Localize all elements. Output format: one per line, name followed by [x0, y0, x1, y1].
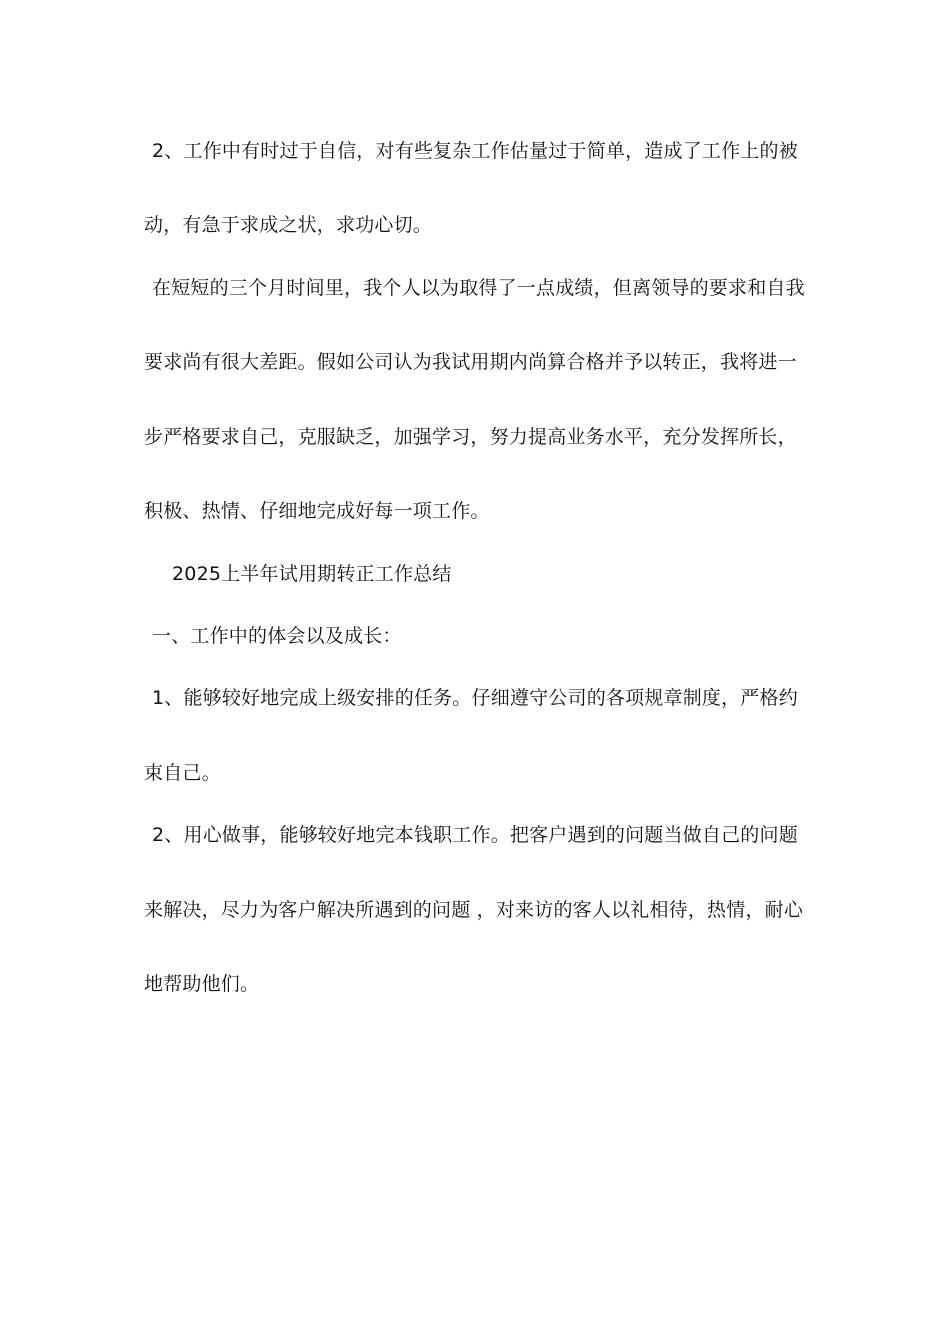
section-title: 2025上半年试用期转正工作总结	[172, 563, 452, 585]
paragraph-line: 2、用心做事，能够较好地完本钱职工作。把客户遇到的问题当做自己的问题	[152, 824, 798, 846]
paragraph-line: 动，有急于求成之状，求功心切。	[144, 214, 433, 236]
paragraph-line: 在短短的三个月时间里，我个人以为取得了一点成绩，但离领导的要求和自我	[152, 277, 805, 299]
paragraph-line: 束自己。	[144, 762, 221, 784]
paragraph-line: 要求尚有很大差距。假如公司认为我试用期内尚算合格并予以转正，我将进一	[144, 351, 797, 373]
section-heading: 一、工作中的体会以及成长：	[152, 625, 402, 647]
paragraph-line: 积极、热情、仔细地完成好每一项工作。	[144, 500, 490, 522]
paragraph-line: 1、能够较好地完成上级安排的任务。仔细遵守公司的各项规章制度，严格约	[152, 687, 798, 709]
paragraph-line: 地帮助他们。	[144, 973, 260, 995]
paragraph-line: 步严格要求自己，克服缺乏，加强学习，努力提高业务水平，充分发挥所长，	[144, 426, 797, 448]
paragraph-line: 2、工作中有时过于自信，对有些复杂工作估量过于简单，造成了工作上的被	[152, 140, 798, 162]
paragraph-line: 来解决，尽力为客户解决所遇到的问题 ，对来访的客人以礼相待，热情，耐心	[144, 899, 804, 921]
